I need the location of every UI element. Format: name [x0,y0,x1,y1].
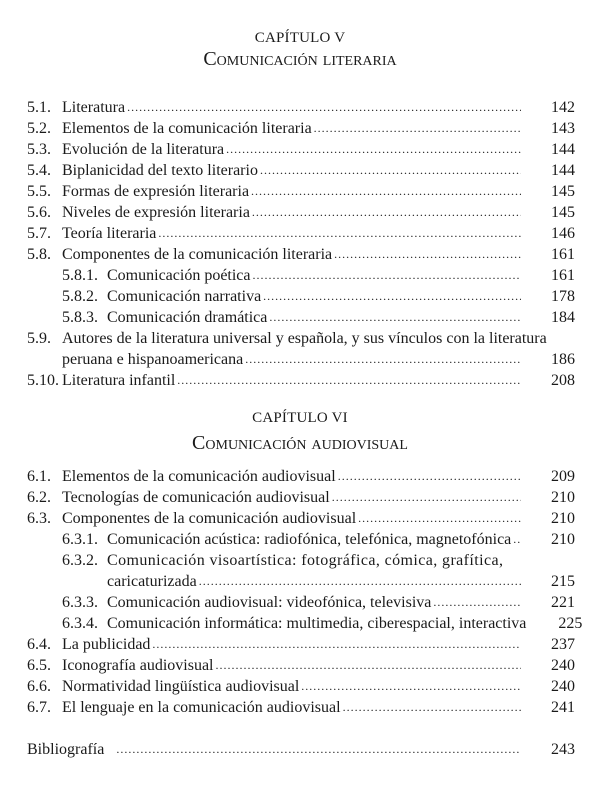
entry-number: 6.3.4. [62,615,98,632]
entry-number: 5.9. [27,330,51,347]
entry-number: 6.2. [27,489,51,506]
page-number: 161 [551,267,575,284]
entry-number: 6.3.1. [62,531,98,548]
toc-row[interactable] [27,286,575,307]
leader-dots [252,202,521,223]
entry-title-continuation: caricaturizada [107,573,197,590]
entry-title: Evolución de la literatura [62,141,225,158]
entry-indent [27,571,107,592]
chapter-6-toc [27,466,583,718]
entry-title: Teoría literaria [62,225,157,242]
leader-dots [127,97,521,118]
toc-row[interactable] [27,118,575,139]
entry-number: 6.3. [27,510,51,527]
leader-dots [152,634,521,655]
page-number: 145 [551,204,575,221]
entry-title: Componentes de la comunicación audiovisual [62,510,357,527]
entry-number: 5.3. [27,141,51,158]
chapter-5-toc [27,97,575,391]
leader-dots [253,265,521,286]
bibliography-entry[interactable] [27,739,575,760]
leader-dots [177,370,521,391]
toc-row[interactable] [27,739,575,760]
entry-title: La publicidad [62,636,151,653]
entry-title: Elementos de la comunicación audiovisual [62,468,336,485]
toc-row[interactable] [27,529,575,550]
leader-dots [269,307,521,328]
entry-title: Iconografía audiovisual [62,657,214,674]
entry-title: Comunicación audiovisual: videofónica, televisiva [107,594,432,611]
page-number: 178 [551,288,575,305]
toc-row[interactable] [27,634,575,655]
entry-title: Tecnologías de comunicación audiovisual [62,489,330,506]
leader-dots [433,592,521,613]
entry-number: 6.6. [27,678,51,695]
entry-title: El lenguaje en la comunicación audiovisual [62,699,341,716]
entry-number: 5.10. [27,372,59,389]
toc-row[interactable] [27,244,575,265]
page-number: 221 [551,594,575,611]
leader-dots [251,181,521,202]
chapter-6-label: CAPÍTULO VI [252,410,348,426]
entry-title: Comunicación poética [107,267,251,284]
entry-number: 5.5. [27,183,51,200]
leader-dots [338,466,521,487]
entry-title: Comunicación dramática [107,309,268,326]
leader-dots [263,286,521,307]
chapter-5-title: Comunicación literaria [203,48,397,70]
entry-number: 5.8.3. [62,309,98,326]
page-number: 215 [551,573,575,590]
toc-row[interactable] [27,139,575,160]
leader-dots [226,139,521,160]
page-number: 143 [551,120,575,137]
leader-dots [216,655,522,676]
entry-number: 5.8. [27,246,51,263]
toc-row[interactable] [27,223,575,244]
page-number: 210 [551,510,575,527]
page-number: 161 [551,246,575,263]
entry-title: Comunicación acústica: radiofónica, telefónica, magnetofónica [107,531,512,548]
entry-title: Comunicación narrativa [107,288,262,305]
page-number: 210 [551,531,575,548]
toc-row-continuation[interactable] [27,571,575,592]
toc-row[interactable] [27,655,575,676]
toc-row-continuation[interactable] [27,349,575,370]
entry-number: 6.3.2. [62,552,98,569]
entry-number: 6.1. [27,468,51,485]
leader-dots [332,487,521,508]
toc-row[interactable] [27,97,575,118]
page-number: 225 [558,615,583,632]
leader-dots [334,244,521,265]
entry-title: Componentes de la comunicación literaria [62,246,333,263]
entry-number: 6.7. [27,699,51,716]
leader-dots [301,676,521,697]
toc-row[interactable] [27,487,575,508]
entry-title: Comunicación informática: multimedia, ciberespacial, interactiva [107,615,527,632]
leader-dots [358,508,521,529]
entry-number: 5.8.2. [62,288,98,305]
chapter-5-label: CAPÍTULO V [254,30,346,46]
page-number: 240 [551,657,575,674]
leader-dots [513,529,521,550]
entry-title: Literatura [62,99,126,116]
page-number: 240 [551,678,575,695]
page-number: 145 [551,183,575,200]
page-number: 241 [551,699,575,716]
page-number: 208 [551,372,575,389]
page-number: 142 [551,99,575,116]
page-number: 210 [551,489,575,506]
entry-number: 6.5. [27,657,51,674]
page-number: 144 [551,141,575,158]
toc-row[interactable] [27,676,575,697]
toc-row[interactable] [27,466,575,487]
chapter-6-title: Comunicación audiovisual [192,432,408,454]
leader-dots [116,739,521,760]
toc-row[interactable] [27,307,575,328]
entry-title: Biplanicidad del texto literario [62,162,258,179]
leader-dots [505,550,521,571]
entry-number: 5.6. [27,204,51,221]
entry-indent [27,349,62,370]
entry-title: Comunicación visoartística: fotográfica, cómica, grafítica, [107,552,504,569]
entry-title: Autores de la literatura universal y española, y sus vínculos con la literatura [62,330,547,347]
toc-row[interactable] [27,613,583,634]
toc-row[interactable] [27,265,575,286]
entry-number: 5.4. [27,162,51,179]
leader-dots [343,697,521,718]
entry-title: Literatura infantil [62,372,176,389]
page-number: 237 [551,636,575,653]
toc-row[interactable] [27,550,575,571]
entry-number: 6.3.3. [62,594,98,611]
entry-title: Niveles de expresión literaria [62,204,250,221]
toc-row[interactable] [27,202,575,223]
leader-dots [158,223,521,244]
toc-row[interactable] [27,508,575,529]
entry-title: Normatividad lingüística audiovisual [62,678,300,695]
entry-title: Elementos de la comunicación literaria [62,120,312,137]
toc-row[interactable] [27,370,575,391]
page-number: 186 [551,351,575,368]
leader-dots [199,571,521,592]
entry-title: Bibliografía [27,741,105,758]
toc-row[interactable] [27,697,575,718]
page-number: 144 [551,162,575,179]
toc-row[interactable] [27,181,575,202]
leader-dots [260,160,521,181]
entry-title: Formas de expresión literaria [62,183,250,200]
entry-number: 6.4. [27,636,51,653]
entry-number: 5.1. [27,99,51,116]
page-number: 184 [551,309,575,326]
toc-row[interactable] [27,592,575,613]
entry-title-continuation: peruana e hispanoamericana [62,351,244,368]
leader-dots [245,349,521,370]
entry-number: 5.8.1. [62,267,98,284]
toc-row[interactable] [27,160,575,181]
entry-number: 5.2. [27,120,51,137]
page-number: 243 [551,741,575,758]
page-number: 146 [551,225,575,242]
leader-dots [314,118,521,139]
entry-number: 5.7. [27,225,51,242]
page-number: 209 [551,468,575,485]
toc-row[interactable] [27,328,575,349]
